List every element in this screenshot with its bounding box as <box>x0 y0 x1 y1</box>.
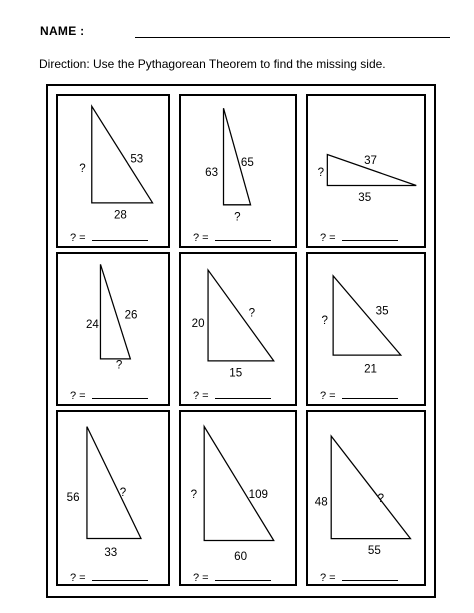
triangle-4 <box>58 254 168 404</box>
answer-1-blank[interactable] <box>92 232 148 241</box>
label-2-b: 65 <box>240 157 254 170</box>
problem-6 <box>306 252 426 406</box>
label-5-a: 20 <box>191 318 205 331</box>
problem-4 <box>56 252 170 406</box>
direction-text: Direction: Use the Pythagorean Theorem to find the missing side. <box>39 57 386 71</box>
triangle-7 <box>58 412 168 584</box>
name-label: NAME : <box>40 24 85 38</box>
label-1-b: 53 <box>130 153 144 166</box>
answer-6-blank[interactable] <box>342 390 398 399</box>
label-9-b: ? <box>377 491 385 505</box>
problem-5 <box>179 252 297 406</box>
label-1-a: ? <box>79 162 86 175</box>
answer-4-label: ? = <box>70 390 89 402</box>
name-header <box>38 18 438 42</box>
triangle-5 <box>181 254 295 404</box>
answer-3-blank[interactable] <box>342 232 398 241</box>
answer-3[interactable] <box>320 232 398 244</box>
label-5-c: 15 <box>229 367 243 380</box>
label-4-c: ? <box>115 359 123 372</box>
triangle-3 <box>308 96 424 246</box>
answer-7-blank[interactable] <box>92 572 148 581</box>
answer-5[interactable] <box>193 390 271 402</box>
label-2-a: 63 <box>205 166 219 179</box>
problem-7 <box>56 410 170 586</box>
answer-5-blank[interactable] <box>215 390 271 399</box>
label-4-a: 24 <box>85 319 99 332</box>
problem-9 <box>306 410 426 586</box>
answer-4-blank[interactable] <box>92 390 148 399</box>
answer-7[interactable] <box>70 572 148 584</box>
problem-2 <box>179 94 297 248</box>
label-3-a: ? <box>317 165 325 179</box>
name-input-line[interactable] <box>135 37 450 38</box>
answer-9[interactable] <box>320 572 398 584</box>
label-3-b: 37 <box>364 154 377 168</box>
answer-2-label: ? = <box>193 232 212 244</box>
answer-2-blank[interactable] <box>215 232 271 241</box>
label-8-a: ? <box>190 489 198 501</box>
label-4-b: 26 <box>124 309 138 322</box>
answer-4[interactable] <box>70 390 148 402</box>
answer-5-label: ? = <box>193 390 212 402</box>
label-7-b: ? <box>119 487 127 500</box>
label-7-a: 56 <box>66 491 80 504</box>
triangle-8 <box>181 412 295 584</box>
label-8-b: 109 <box>248 489 268 501</box>
answer-9-blank[interactable] <box>342 572 398 581</box>
label-8-c: 60 <box>234 550 248 563</box>
answer-3-label: ? = <box>320 232 339 244</box>
label-5-b: ? <box>248 307 256 320</box>
label-6-c: 21 <box>364 362 377 376</box>
answer-6-label: ? = <box>320 390 339 402</box>
triangle-6 <box>308 254 424 404</box>
label-1-c: 28 <box>113 209 127 222</box>
answer-1[interactable] <box>70 232 148 244</box>
problem-3 <box>306 94 426 248</box>
answer-1-label: ? = <box>70 232 89 244</box>
answer-8-label: ? = <box>193 572 212 584</box>
label-2-c: ? <box>234 211 241 224</box>
label-3-c: 35 <box>358 190 372 204</box>
label-6-b: 35 <box>375 304 389 318</box>
label-7-c: 33 <box>104 546 118 559</box>
triangle-2 <box>181 96 295 246</box>
problem-1 <box>56 94 170 248</box>
answer-2[interactable] <box>193 232 271 244</box>
answer-8[interactable] <box>193 572 271 584</box>
label-9-c: 55 <box>367 544 381 558</box>
problem-8 <box>179 410 297 586</box>
triangle-9 <box>308 412 424 584</box>
answer-9-label: ? = <box>320 572 339 584</box>
label-9-a: 48 <box>314 495 328 509</box>
triangle-1 <box>58 96 168 246</box>
answer-7-label: ? = <box>70 572 89 584</box>
problem-grid <box>46 84 436 598</box>
answer-8-blank[interactable] <box>215 572 271 581</box>
answer-6[interactable] <box>320 390 398 402</box>
label-6-a: ? <box>321 314 328 328</box>
